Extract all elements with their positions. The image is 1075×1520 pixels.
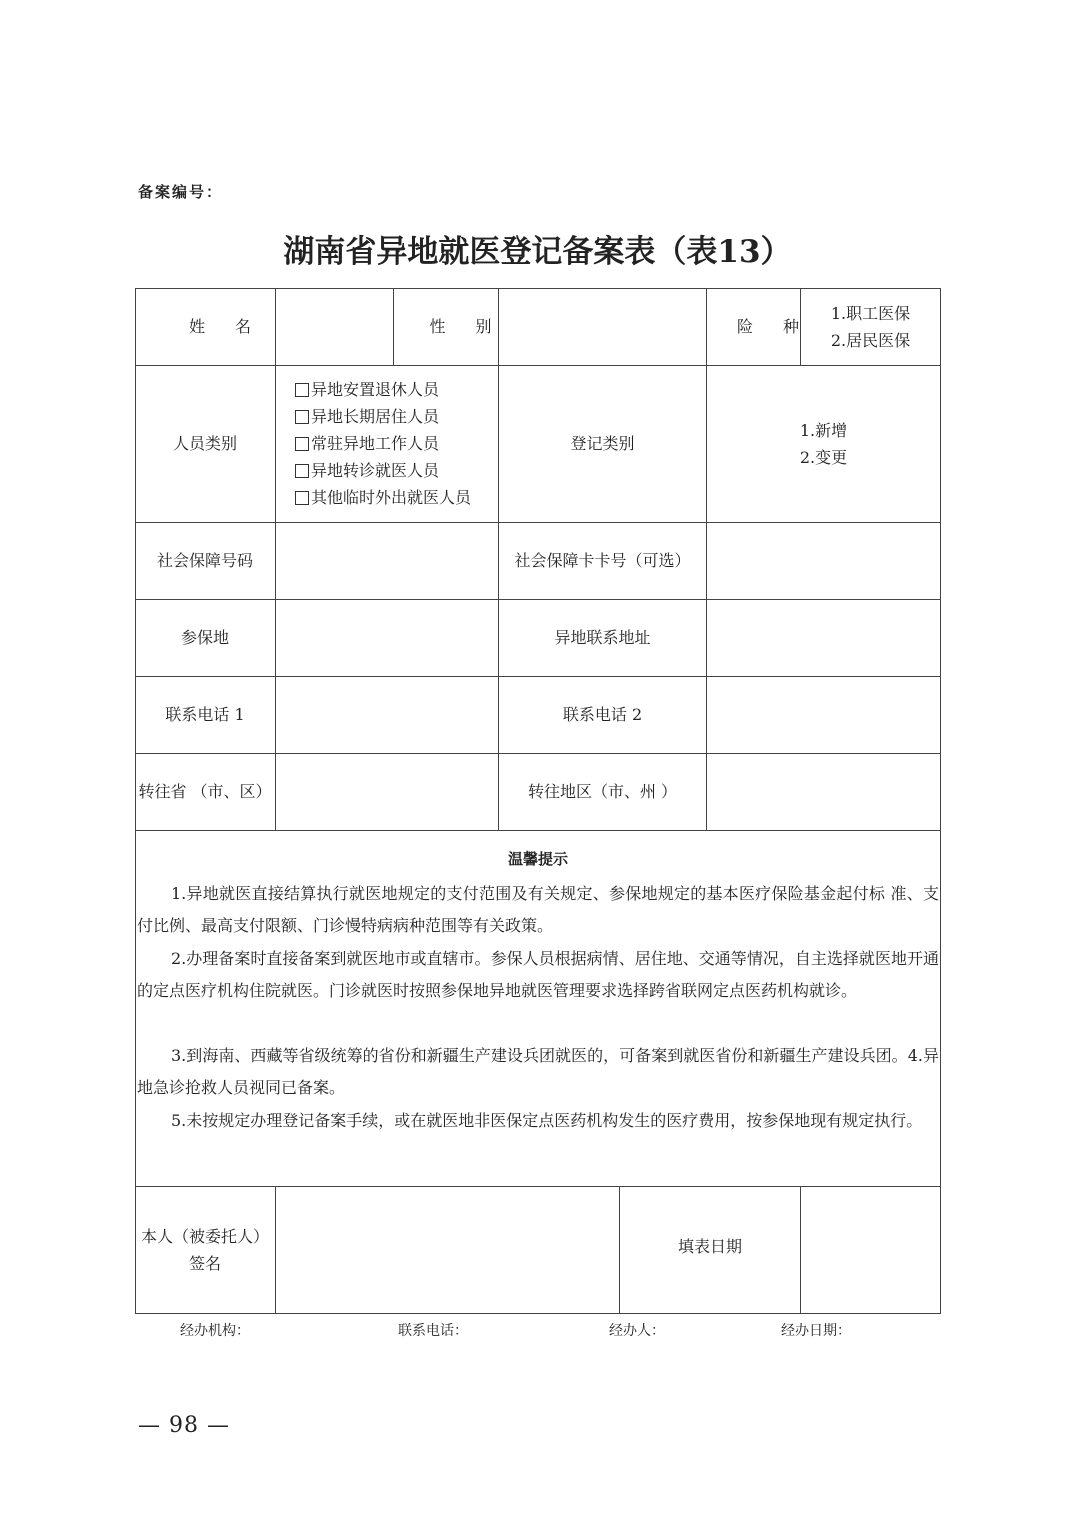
name-field[interactable] [276, 288, 393, 365]
phone2-label: 联系电话 2 [562, 705, 643, 724]
checkbox-icon[interactable] [295, 383, 309, 397]
footer [0, 1320, 1075, 1340]
register-option-new[interactable]: 1.新增 [799, 420, 848, 440]
tip-item-3: 3.到海南、西藏等省级统筹的省份和新疆生产建设兵团就医的，可备案到就医省份和新疆生产建设兵团。4.异地急诊抢救人员视同已备案。 [137, 1046, 939, 1097]
person-type-option[interactable]: 常驻异地工作人员 [295, 430, 439, 457]
person-type-label: 人员类别 [172, 434, 237, 453]
checkbox-icon[interactable] [295, 410, 309, 424]
social-security-number-label: 社会保障号码 [156, 551, 253, 570]
signature-label [135, 1186, 275, 1313]
fill-date-label: 填表日期 [677, 1236, 742, 1256]
register-type-options [707, 365, 940, 522]
registration-form-table [135, 288, 941, 1314]
insurance-type-options [801, 288, 940, 365]
person-type-option[interactable]: 异地安置退休人员 [295, 376, 439, 403]
person-type-option[interactable]: 异地长期居住人员 [295, 403, 439, 430]
remote-address-label: 异地联系地址 [554, 628, 651, 647]
register-type-label: 登记类别 [570, 434, 635, 453]
footer-agency: 经办机构： [180, 1323, 250, 1339]
name-label: 姓名 [188, 317, 281, 336]
page-title: 湖南省异地就医登记备案表（表13） [283, 234, 792, 270]
insurance-option-resident[interactable]: 2.居民医保 [830, 330, 911, 350]
to-province-label: 转往省 （市、区） [138, 782, 272, 801]
to-region-label: 转往地区（市、州 ） [527, 782, 678, 801]
insurance-option-employee[interactable]: 1.职工医保 [830, 303, 911, 323]
footer-phone: 联系电话： [398, 1323, 468, 1339]
phone1-field[interactable] [276, 676, 498, 753]
checkbox-icon[interactable] [295, 491, 309, 505]
gender-field[interactable] [499, 288, 706, 365]
signature-field[interactable] [276, 1186, 619, 1313]
tip-item-5: 5.未按规定办理登记备案手续，或在就医地非医保定点医药机构发生的医疗费用，按参保地现有规定执行。 [171, 1111, 923, 1130]
social-security-card-label: 社会保障卡卡号（可选） [514, 551, 691, 570]
page-number: — 98 — [138, 1413, 230, 1438]
fill-date-field[interactable] [801, 1186, 940, 1313]
person-type-option[interactable]: 其他临时外出就医人员 [295, 484, 471, 511]
person-type-options [295, 365, 498, 522]
to-region-field[interactable] [707, 753, 940, 830]
insurance-type-label: 险种 [736, 317, 829, 336]
checkbox-icon[interactable] [295, 437, 309, 451]
tip-item-2: 2.办理备案时直接备案到就医地市或直辖市。参保人员根据病情、居住地、交通等情况，自主选择就医地开通的定点医疗机构住院就医。门诊就医时按照参保地异地就医管理要求选择跨省联网定点医药机构就诊。 [137, 949, 939, 1000]
social-security-number-field[interactable] [276, 522, 498, 599]
record-number-label: 备案编号： [138, 183, 224, 201]
footer-handler: 经办人： [609, 1323, 665, 1339]
insured-place-field[interactable] [276, 599, 498, 676]
phone1-label: 联系电话 1 [165, 705, 245, 724]
tip-item-1: 1.异地就医直接结算执行就医地规定的支付范围及有关规定、参保地规定的基本医疗保险基金起付标 准、支付比例、最高支付限额、门诊慢特病病种范围等有关政策。 [137, 884, 939, 935]
insured-place-label: 参保地 [180, 628, 229, 647]
signature-label-line2: 签名 [188, 1253, 221, 1273]
gender-label: 性别 [429, 317, 522, 336]
to-province-field[interactable] [276, 753, 498, 830]
checkbox-icon[interactable] [295, 464, 309, 478]
tips-title: 温馨提示 [507, 850, 568, 868]
signature-label-line1: 本人（被委托人） [140, 1226, 269, 1246]
footer-date: 经办日期： [781, 1323, 851, 1339]
social-security-card-field[interactable] [707, 522, 940, 599]
phone2-field[interactable] [707, 676, 940, 753]
remote-address-field[interactable] [707, 599, 940, 676]
person-type-option[interactable]: 异地转诊就医人员 [295, 457, 439, 484]
register-option-change[interactable]: 2.变更 [799, 447, 848, 467]
